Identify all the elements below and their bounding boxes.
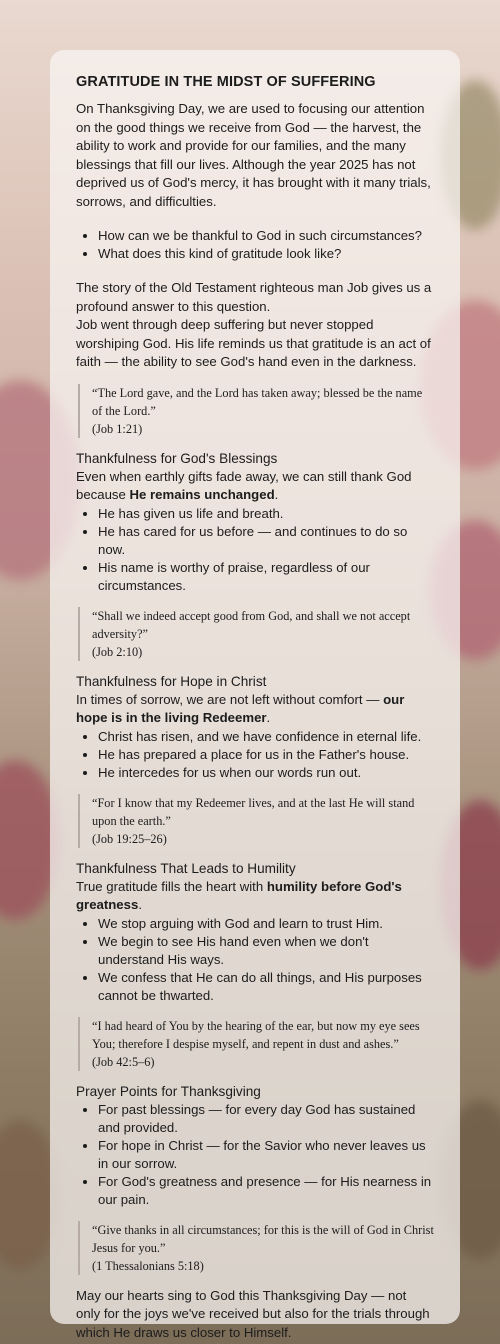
section-text xyxy=(76,468,434,505)
quote-text: “Shall we indeed accept good from God, and shall we not accept adversity?” xyxy=(92,608,411,641)
text-emphasis: our hope is in the living Redeemer xyxy=(76,691,405,725)
text-segment: True gratitude fills the heart with xyxy=(76,878,267,894)
list-item: • We confess that He can do all things, and His purposes cannot be thwarted. xyxy=(98,969,434,1005)
list-item: • Christ has risen, and we have confidence in eternal life. xyxy=(98,728,434,746)
job-story-paragraph: Job went through deep suffering but never stopped worshiping God. His life reminds us that gratitude is an act of faith — the ability to see God's hand even in the darkness. xyxy=(76,317,431,369)
job-story-paragraph: The story of the Old Testament righteous man Job gives us a profound answer to this question. xyxy=(76,280,432,314)
scripture-quote xyxy=(78,384,434,438)
text-segment: . xyxy=(266,710,271,725)
quote-text: “The Lord gave, and the Lord has taken away; blessed be the name of the Lord.” xyxy=(92,385,423,418)
list-item: • We begin to see His hand even when we don't understand His ways. xyxy=(98,933,434,969)
list-item: • His name is worthy of praise, regardless of our circumstances. xyxy=(98,559,434,595)
quote-text: “I had heard of You by the hearing of the ear, but now my eye sees You; therefore I despise myself, and repent in dust and ashes.” xyxy=(92,1018,420,1051)
section-list xyxy=(76,1101,434,1209)
scripture-quote xyxy=(78,1221,434,1275)
section-prayer-points xyxy=(76,1083,434,1275)
section-humility xyxy=(76,860,434,1071)
list-item: • We stop arguing with God and learn to trust Him. xyxy=(98,915,434,933)
quote-reference: (Job 2:10) xyxy=(92,644,143,659)
quote-reference: (1 Thessalonians 5:18) xyxy=(92,1258,204,1273)
list-item: • He has prepared a place for us in the Father's house. xyxy=(98,746,434,764)
section-heading: Thankfulness for God's Blessings xyxy=(76,450,278,466)
quote-reference: (Job 42:5–6) xyxy=(92,1054,155,1069)
list-item: • He has given us life and breath. xyxy=(98,505,434,523)
quote-text: “For I know that my Redeemer lives, and at the last He will stand upon the earth.” xyxy=(92,795,415,828)
list-item: • How can we be thankful to God in such circumstances? xyxy=(98,227,434,245)
section-heading: Thankfulness for Hope in Christ xyxy=(76,673,267,689)
text-segment: . xyxy=(138,897,142,912)
list-item: • What does this kind of gratitude look like? xyxy=(98,245,434,263)
text-segment: Even when earthly gifts fade away, we can still thank God because xyxy=(76,468,412,502)
list-item: • For hope in Christ — for the Savior who never leaves us in our sorrow. xyxy=(98,1137,434,1173)
quote-text: “Give thanks in all circumstances; for this is the will of God in Christ Jesus for you.” xyxy=(92,1222,434,1255)
list-item: • For past blessings — for every day God has sustained and provided. xyxy=(98,1101,434,1137)
scripture-quote xyxy=(78,794,434,848)
section-heading: Prayer Points for Thanksgiving xyxy=(76,1083,261,1099)
section-list xyxy=(76,915,434,1005)
list-item: • He has cared for us before — and continues to do so now. xyxy=(98,523,434,559)
scripture-quote xyxy=(78,1017,434,1071)
section-hope xyxy=(76,673,434,848)
text-segment: In times of sorrow, we are not left without comfort — xyxy=(76,691,384,707)
text-emphasis: humility before God's greatness xyxy=(76,878,402,912)
section-list xyxy=(76,728,434,782)
question-list xyxy=(76,227,434,263)
section-text xyxy=(76,878,434,915)
page-title: GRATITUDE IN THE MIDST OF SUFFERING xyxy=(76,74,376,90)
text-emphasis: He remains unchanged xyxy=(129,487,275,502)
section-blessings xyxy=(76,450,434,661)
list-item: • For God's greatness and presence — for His nearness in our pain. xyxy=(98,1173,434,1209)
section-text xyxy=(76,691,434,728)
text-segment: . xyxy=(274,487,279,502)
closing-paragraph: May our hearts sing to God this Thanksgiving Day — not only for the joys we've received but also for the trials through which He draws us closer to Himself. xyxy=(76,1287,430,1340)
quote-reference: (Job 19:25–26) xyxy=(92,831,167,846)
intro-paragraph: On Thanksgiving Day, we are used to focusing our attention on the good things we receive from God — the harvest, the ability to work and provide for our families, and the many blessings that fill our lives. Although the year 2025 has not deprived us of God's mercy, it has brought with it many trials, sorrows, and difficulties. xyxy=(76,101,431,209)
quote-reference: (Job 1:21) xyxy=(92,421,143,436)
article-card xyxy=(50,50,460,1340)
section-heading: Thankfulness That Leads to Humility xyxy=(76,860,296,876)
list-item: • He intercedes for us when our words run out. xyxy=(98,764,434,782)
scripture-quote xyxy=(78,607,434,661)
section-list xyxy=(76,505,434,595)
